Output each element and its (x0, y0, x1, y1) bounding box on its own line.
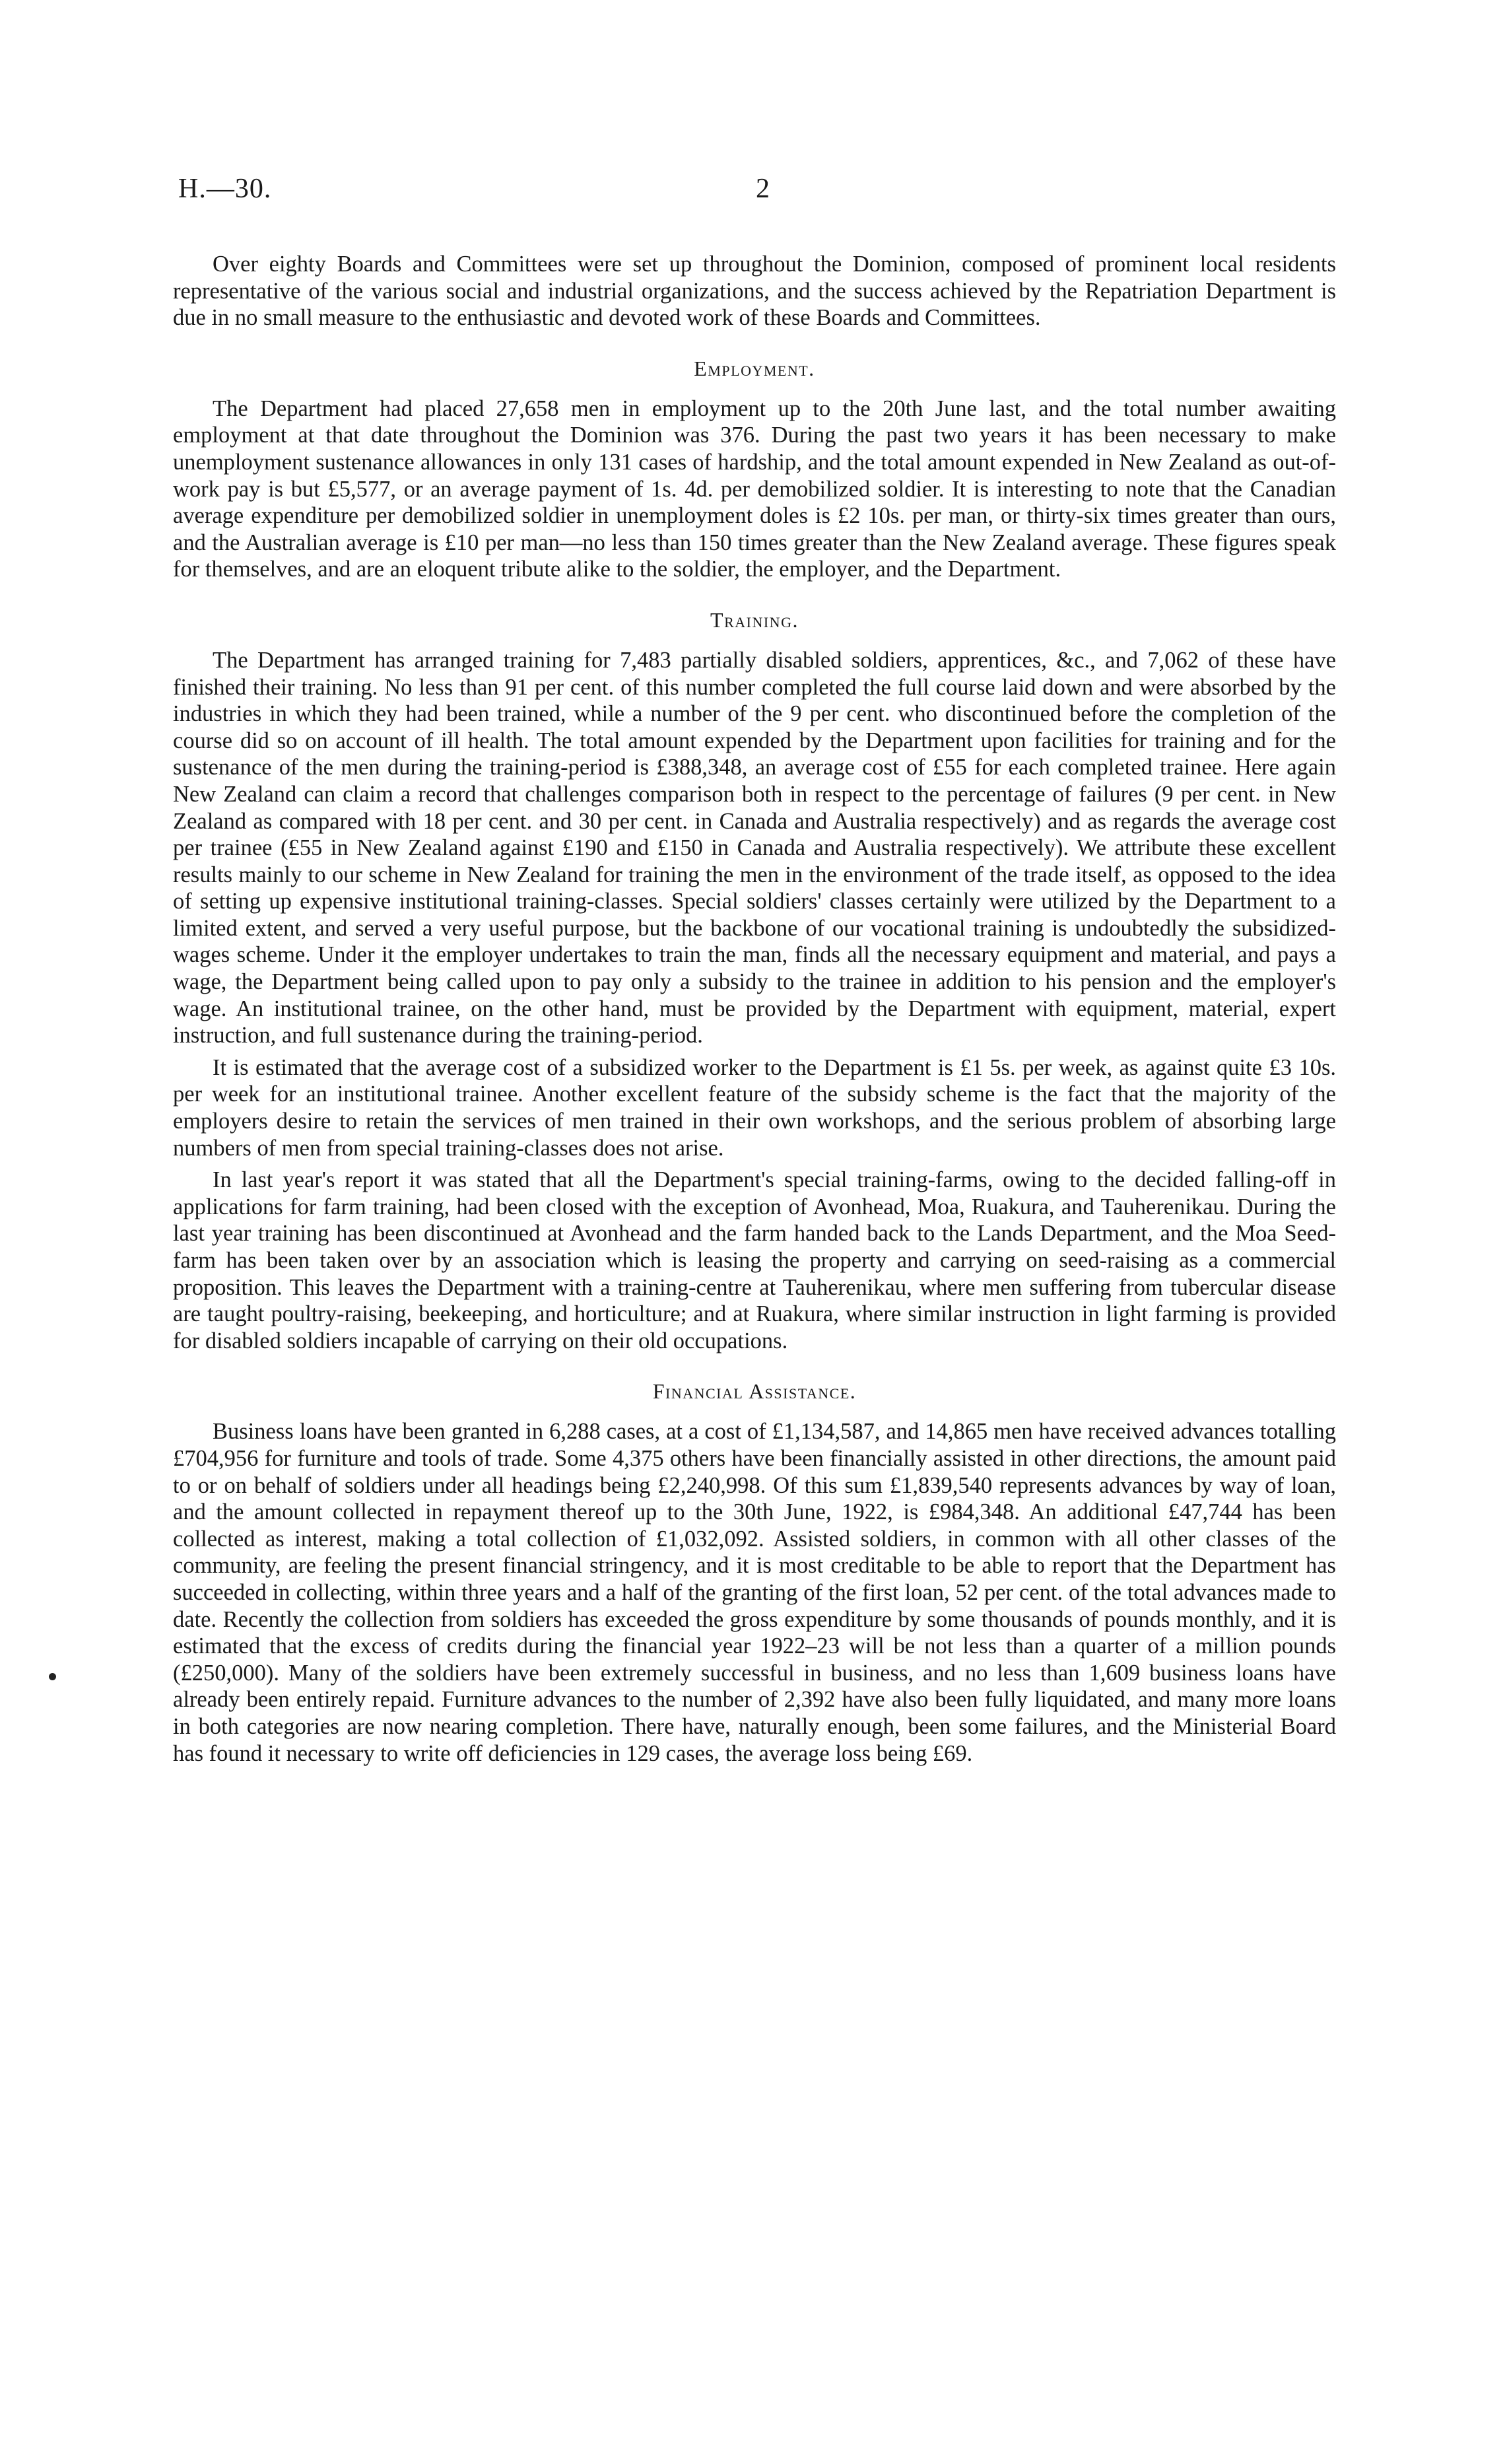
page-header (173, 173, 1336, 213)
page-number: 2 (756, 174, 770, 204)
employment-section (173, 357, 1336, 583)
margin-dot (49, 1673, 56, 1680)
training-paragraph: The Department has arranged training for 7,483 partially disabled soldiers, apprentices, &c., and 7,062 of these have finished their training. No less than 91 per cent. of this number completed the full course laid down and were absorbed by the industries in which they had been trained, while a number of the 9 per cent. who discontinued before the completion of the course did so on account of ill health. The total amount expended by the Department upon facilities for training and for the sustenance of the men during the training-period is £388,348, an average cost of £55 for each completed trainee. Here again New Zealand can claim a record that challenges comparison both in respect to the percentage of failures (9 per cent. in New Zealand as compared with 18 per cent. and 30 per cent. in Canada and Australia respectively) and as regards the average cost per trainee (£55 in New Zealand against £190 and £150 in Canada and Australia respectively). We attribute these excellent results mainly to our scheme in New Zealand for training the men in the environment of the trade itself, as opposed to the idea of setting up expensive institutional training-classes. Special soldiers' classes certainly were utilized by the Department to a limited extent, and served a very useful purpose, but the backbone of our vocational training is undoubtedly the subsidized-wages scheme. Under it the employer undertakes to train the man, finds all the necessary equipment and material, and pays a wage, the Department being called upon to pay only a subsidy to the trainee in addition to his pension and the employer's wage. An institutional trainee, on the other hand, must be provided by the Department with equipment, material, expert instruction, and full sustenance during the training-period. (173, 647, 1336, 1048)
employment-paragraph: The Department had placed 27,658 men in employment up to the 20th June last, and the total number awaiting employment at that date throughout the Dominion was 376. During the past two years it has been necessary to make unemployment sustenance allowances in only 131 cases of hardship, and the total amount expended in New Zealand as out-of-work pay is but £5,577, or an average payment of 1s. 4d. per demobilized soldier. It is interesting to note that the Canadian average expenditure per demobilized soldier in unemployment doles is £2 10s. per man, or thirty-six times greater than ours, and the Australian average is £10 per man—no less than 150 times greater than the New Zealand average. These figures speak for themselves, and are an eloquent tribute alike to the soldier, the employer, and the Department. (173, 395, 1336, 582)
financial-paragraph: Business loans have been granted in 6,288 cases, at a cost of £1,134,587, and 14,865 men have received advances totalling £704,956 for furniture and tools of trade. Some 4,375 others have been financially assisted in other directions, the amount paid to or on behalf of soldiers under all headings being £2,240,998. Of this sum £1,839,540 represents advances by way of loan, and the amount collected in repayment thereof up to the 30th June, 1922, is £984,348. An additional £47,744 has been collected as interest, making a total collection of £1,032,092. Assisted soldiers, in common with all other classes of the community, are feeling the present financial stringency, and it is most creditable to be able to report that the Department has succeeded in collecting, within three years and a half of the granting of the first loan, 52 per cent. of the total advances made to date. Recently the collection from soldiers has exceeded the gross expenditure by some thousands of pounds monthly, and it is estimated that the excess of credits during the financial year 1922–23 will be not less than a quarter of a million pounds (£250,000). Many of the soldiers have been extremely successful in business, and no less than 1,609 business loans have already been entirely repaid. Furniture advances to the number of 2,392 have also been fully liquidated, and many more loans in both categories are now nearing completion. There have, naturally enough, been some failures, and the Ministerial Board has found it necessary to write off deficiencies in 129 cases, the average loss being £69. (173, 1419, 1336, 1766)
financial-heading: Financial Assistance. (652, 1379, 857, 1404)
training-heading: Training. (710, 607, 799, 632)
training-paragraph: In last year's report it was stated that all the Department's special training-farms, owing to the decided falling-off in applications for farm training, had been closed with the exception of Avonhead, Moa, Ruakura, and Tauherenikau. During the last year training has been discontinued at Avonhead and the farm handed back to the Lands Department, and the Moa Seed-farm has been taken over by an association which is leasing the property and carrying on seed-raising as a commercial proposition. This leaves the Department with a training-centre at Tauherenikau, where men suffering from tubercular disease are taught poultry-raising, beekeeping, and horticulture; and at Ruakura, where similar instruction in light farming is provided for disabled soldiers incapable of carrying on their old occupations. (173, 1167, 1336, 1353)
intro-section (173, 251, 1336, 331)
training-paragraph: It is estimated that the average cost of a subsidized worker to the Department is £1 5s. per week, as against quite £3 10s. per week for an institutional trainee. Another excellent feature of the subsidy scheme is the fact that the majority of the employers desire to retain the services of men trained in their own workshops, and the serious problem of absorbing large numbers of men from special training-classes does not arise. (173, 1054, 1336, 1161)
financial-section (173, 1379, 1336, 1767)
employment-heading: Employment. (694, 356, 815, 380)
document-reference: H.—30. (178, 174, 272, 204)
training-section (173, 608, 1336, 1354)
intro-paragraph: Over eighty Boards and Committees were set up throughout the Dominion, composed of prominent local residents representative of the various social and industrial organizations, and the success achieved by the Repatriation Department is due in no small measure to the enthusiastic and devoted work of these Boards and Committees. (173, 252, 1336, 331)
document-page (173, 173, 1336, 1767)
